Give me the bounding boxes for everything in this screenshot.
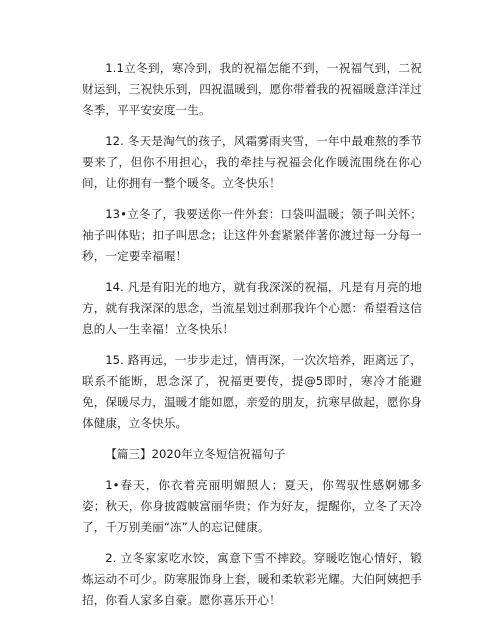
paragraph-13: 13•立冬了，我要送你一件外套：口袋叫温暖；领子叫关怀；袖子叫体贴；扣子叫思念；让这件外套紧紧伴著你渡过每一分每一秒，一定要幸福喔！ [82,207,422,263]
section-paragraph-1: 1•春天，你衣着亮丽明媚照人；夏天，你驾驭性感婀娜多姿；秋天，你身披霞帔富丽华贵；作为好友，提醒你，立冬了天冷了，千万别美丽“冻”人的忘记健康。 [82,478,422,534]
paragraph-1-1: 1.1立冬到，寒冷到，我的祝福怎能不到，一祝福气到，二祝财运到，三祝快乐到，四祝温暖到，愿你带着我的祝福暖意洋洋过冬季，平平安安度一生。 [82,61,422,117]
paragraph-12: 12. 冬天是淘气的孩子，风霜雾雨夹雪，一年中最难熬的季节要来了，但你不用担心，我的牵挂与祝福会化作暖流围绕在你心间，让你拥有一整个暖冬。立冬快乐！ [82,134,422,190]
section-heading: 【篇三】2020年立冬短信祝福句子 [105,447,286,461]
paragraph-14: 14. 凡是有阳光的地方，就有我深深的祝福，凡是有月亮的地方，就有我深深的思念，当流星划过刹那我许个心愿：希望看这信息的人一生幸福！立冬快乐！ [82,280,422,336]
paragraph-15: 15. 路再远，一步步走过，情再深，一次次培养，距离远了，联系不能断，思念深了，祝福更要传，提@5即时，寒冷才能避免，保暖尽力，温暖才能如愿，亲爱的朋友，抗寒早做起，愿你身体健康，立冬快乐。 [82,353,422,430]
section-paragraph-2: 2. 立冬家家吃水饺，寓意下雪不摔跤。穿暖吃饱心情好，锻炼运动不可少。防寒服饰身上套，暖和柔软彩光耀。大伯阿姨把手招，你看人家多自豪。愿你喜乐开心！ [82,551,422,607]
document-body [82,58,422,621]
